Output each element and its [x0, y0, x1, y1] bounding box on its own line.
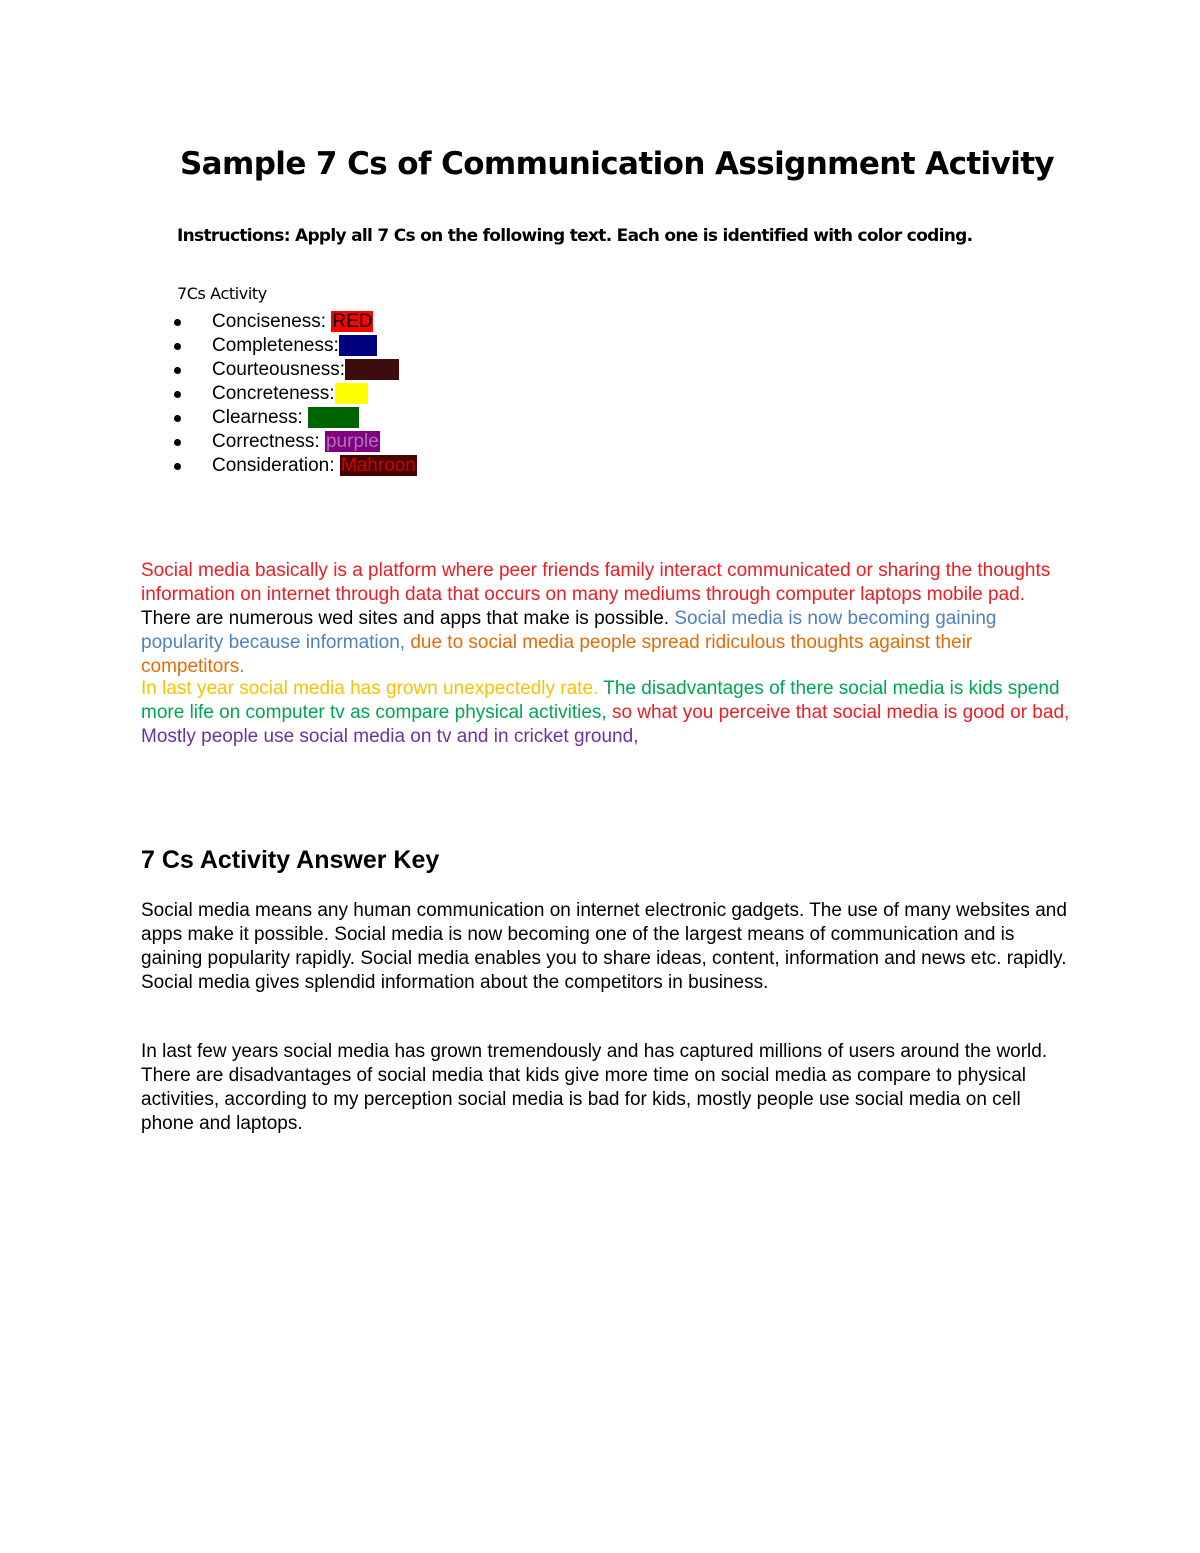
bullet-icon	[174, 367, 181, 374]
color-swatch: RED	[332, 311, 373, 332]
answer-paragraph-2: In last few years social media has grown tremendously and has captured millions of users around the world. There are disadvantages of social media that kids give more time on social media as compare to physical activities, according to my perception social media is bad for kids, mostly people use social media on cell phone and laptops.	[141, 1041, 1048, 1134]
bullet-icon	[174, 391, 181, 398]
legend-separator: :	[339, 359, 346, 380]
instructions: Instructions: Apply all 7 Cs on the following text. Each one is identified with color coding.	[177, 226, 973, 246]
legend-item-clearness	[172, 406, 417, 430]
color-swatch	[335, 383, 369, 404]
color-swatch: green	[309, 407, 358, 428]
color-swatch: purple	[325, 431, 379, 452]
legend-item-correctness	[172, 430, 417, 454]
legend-separator: :	[329, 383, 335, 404]
segment-red: Social media basically is a platform where peer friends family interact communicated or sharing the thoughts information on internet through data that occurs on many mediums through computer laptops mobile pad.	[141, 560, 1051, 605]
segment-green: The disadvantages of there social media is kids spend more life on computer tv as compare physical activities,	[141, 678, 1060, 723]
legend-item-courteousness	[172, 358, 417, 382]
legend-label: Courteousness	[212, 359, 340, 380]
bullet-icon	[174, 463, 181, 470]
legend-separator: :	[314, 431, 325, 452]
legend-label: Consideration	[212, 455, 330, 476]
legend-label: Correctness	[212, 431, 315, 452]
segment-red: so what you perceive that social media is good or bad,	[606, 702, 1070, 723]
legend-separator: :	[333, 335, 339, 356]
segment-purple: Mostly people use social media on tv and in cricket ground,	[141, 726, 639, 747]
legend-label: Completeness	[212, 335, 334, 356]
segment-black: There are numerous wed sites and apps that make is possible.	[141, 608, 670, 629]
legend-label: Clearness	[212, 407, 298, 428]
activity-paragraph-2	[141, 677, 1071, 749]
legend-separator: :	[297, 407, 309, 428]
legend-item-concreteness	[172, 382, 417, 406]
bullet-icon	[174, 319, 181, 326]
legend-separator: :	[329, 455, 340, 476]
answer-paragraph-1: Social media means any human communication on internet electronic gadgets. The use of many websites and apps make it possible. Social media is now becoming one of the largest means of communication and is gaining popularity rapidly. Social media enables you to share ideas, content, information and news etc. rapidly. Social media gives splendid information about the competitors in business.	[141, 900, 1067, 993]
segment-blue: Social media is now becoming gaining popularity because information,	[141, 608, 997, 653]
legend-label: Concreteness	[212, 383, 330, 404]
page-title: Sample 7 Cs of Communication Assignment Activity	[179, 146, 1055, 182]
answer-key-heading: 7 Cs Activity Answer Key	[141, 846, 440, 874]
legend-item-conciseness	[172, 310, 417, 334]
color-swatch: brown	[346, 359, 398, 380]
bullet-icon	[174, 343, 181, 350]
legend-label: Conciseness	[212, 311, 321, 332]
segment-yellow: In last year social media has grown unexpectedly rate.	[141, 678, 599, 699]
activity-paragraph-1	[141, 559, 1071, 679]
bullet-icon	[174, 415, 181, 422]
bullet-icon	[174, 439, 181, 446]
activity-label: 7Cs Activity	[177, 284, 267, 303]
legend-separator: :	[320, 311, 332, 332]
legend-item-consideration	[172, 454, 417, 478]
color-swatch: blue	[339, 335, 376, 356]
legend-item-completeness	[172, 334, 417, 358]
color-legend-list	[172, 310, 417, 478]
segment-brown: due to social media people spread ridiculous thoughts against their competitors.	[141, 632, 973, 677]
color-swatch: Mahroon	[340, 455, 416, 476]
